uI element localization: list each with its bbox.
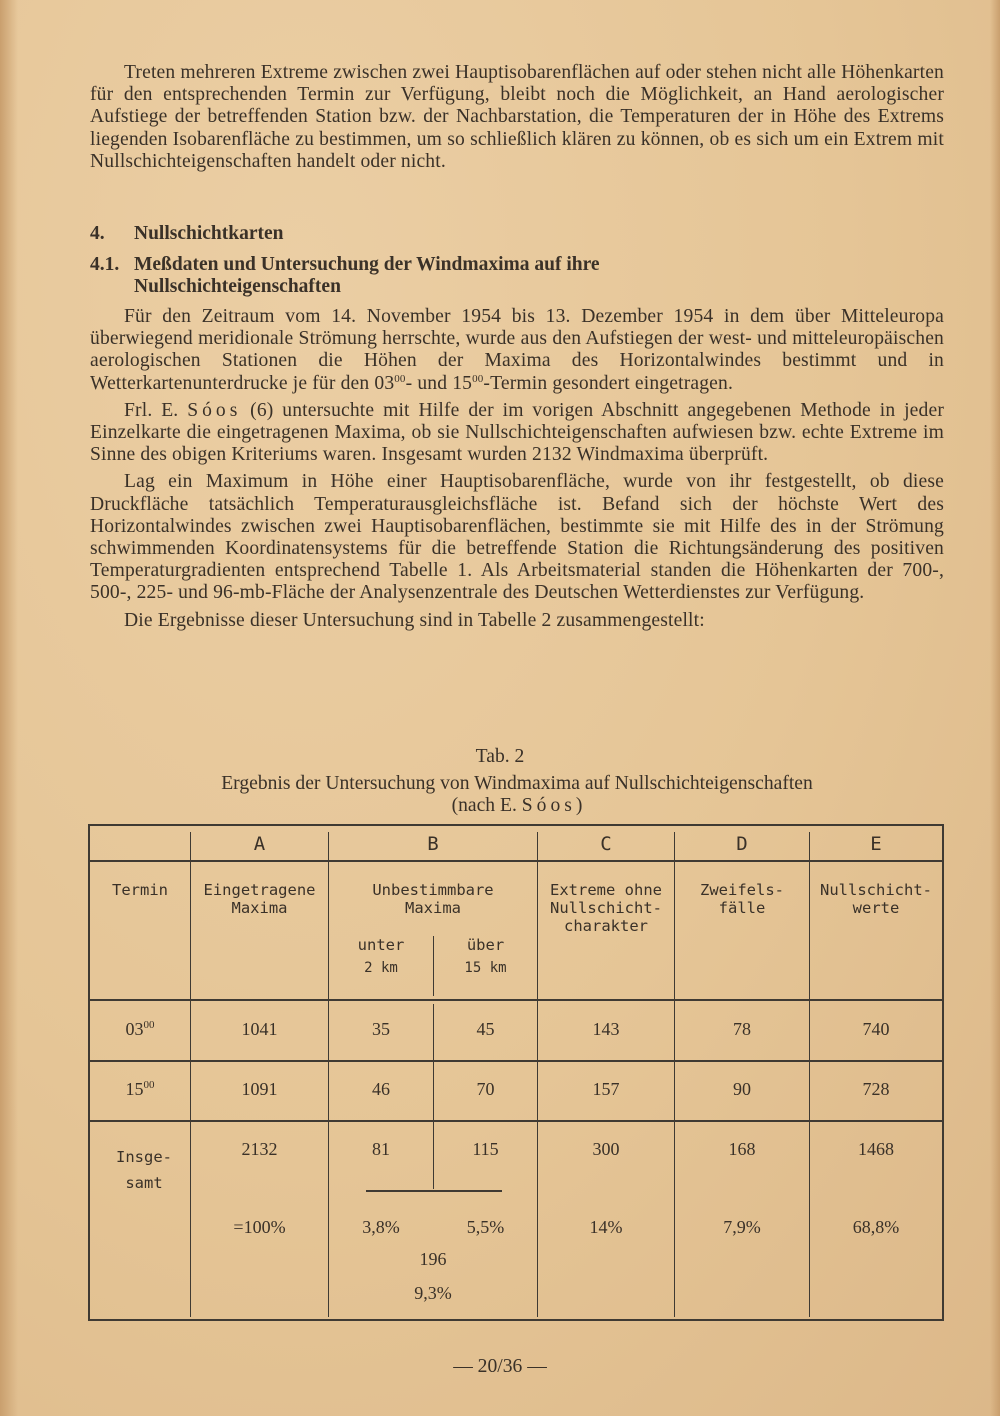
- col-letter-d: D: [736, 833, 748, 855]
- intro-paragraph-block: [90, 62, 944, 173]
- row1-c: 143: [592, 1019, 620, 1039]
- paragraph-1-text-c: -Termin gesondert eingetragen.: [483, 372, 734, 394]
- col-header-b-ueber-km: 15 km: [464, 960, 507, 976]
- heading-4-1: [90, 254, 944, 298]
- row1-a: 1041: [241, 1019, 278, 1039]
- body-paragraphs: [90, 306, 944, 632]
- col-header-termin: Termin: [112, 881, 168, 899]
- table-title-post: ): [575, 795, 583, 816]
- paragraph-1-text-b: - und 15: [405, 372, 473, 394]
- col-letter-a: A: [253, 833, 266, 855]
- row3-c: 300: [592, 1139, 620, 1159]
- row2-b-unter: 46: [372, 1079, 390, 1099]
- heading-4-1-line1: Meßdaten und Untersuchung der Windmaxima auf ihre: [134, 254, 600, 275]
- row4-d: 7,9%: [723, 1217, 761, 1237]
- row2-a: 1091: [241, 1079, 278, 1099]
- heading-4-number: 4.: [90, 223, 105, 244]
- row1-b-unter: 35: [372, 1019, 390, 1039]
- row3-b-unter: 81: [372, 1139, 390, 1159]
- row4-a: =100%: [233, 1217, 286, 1237]
- col-header-e: Nullschicht-werte: [820, 881, 932, 917]
- col-header-a: Eingetragene Maxima: [203, 881, 316, 917]
- paragraph-2-author: Sóos: [187, 399, 242, 421]
- row2-e: 728: [862, 1079, 890, 1099]
- paragraph-1-sup-2: 00: [472, 372, 484, 385]
- table-rule-col-d: [674, 832, 675, 1317]
- table-rule-col-e: [809, 832, 810, 1317]
- heading-4-1-number: 4.1.: [90, 254, 120, 275]
- col-letter-b: B: [427, 833, 439, 855]
- page-edge-right: [990, 0, 1000, 1416]
- paragraph-1: [90, 306, 944, 395]
- row3-b-ueber: 115: [472, 1139, 499, 1159]
- b-combined-total: 196: [419, 1249, 447, 1269]
- table-title-author: Sóos: [521, 795, 576, 816]
- table-title-pre: (nach E.: [451, 795, 522, 816]
- col-letter-c: C: [600, 833, 612, 855]
- row2-termin: [90, 1080, 190, 1098]
- row1-termin: [90, 1020, 190, 1038]
- table-rule-row1: [88, 1060, 944, 1062]
- b-combined-percent: 9,3%: [414, 1283, 452, 1303]
- col-header-b-unter-km: 2 km: [364, 960, 398, 976]
- row3-a: 2132: [241, 1139, 278, 1159]
- paragraph-2-text-a: Frl. E.: [124, 399, 188, 421]
- page-edge-left: [0, 0, 18, 1416]
- table-rule-bottom: [88, 1319, 944, 1321]
- paragraph-2: [90, 400, 944, 467]
- row3-e: 1468: [858, 1139, 894, 1159]
- col-header-b: Unbestimmbare Maxima: [372, 881, 494, 917]
- table-rule-row2: [88, 1120, 944, 1122]
- col-header-b-ueber: über: [466, 936, 505, 954]
- table-rule-right: [942, 824, 944, 1321]
- col-header-d: Zweifels-fälle: [700, 881, 784, 917]
- row4-c: 14%: [589, 1217, 623, 1237]
- table-title-line2: [90, 795, 944, 817]
- row2-termin-minutes: 00: [143, 1079, 155, 1091]
- paragraph-2-text-b: (6) untersuchte mit Hilfe der im vorigen Abschnitt angegebenen Methode in jeder Einzelkarte die eingetragenen Maxima, ob sie Nullschichteigenschaften aufwiesen bzw. echte Extreme im Sinne des obigen Kriteriums waren. Insgesamt wurden 2132 Windmaxima überprüft.: [90, 399, 945, 466]
- table-number: Tab. 2: [475, 746, 525, 767]
- row2-termin-hour: 15: [125, 1079, 144, 1099]
- heading-4: [90, 223, 944, 245]
- table-rule-top: [88, 824, 944, 826]
- row3-d: 168: [728, 1139, 756, 1159]
- paragraph-1-text-a: Für den Zeitraum vom 14. November 1954 bis 13. Dezember 1954 in dem über Mitteleuropa überwiegend meridionale Strömung herrschte, wurde aus den Aufstiegen der west- und mitteleuropäischen aerologischen Stationen die Höhen der Maxima des Horizontalwindes bestimmt und in Wetterkartenunterdrucke je für den 03: [90, 306, 944, 394]
- paragraph-4: Die Ergebnisse dieser Untersuchung sind in Tabelle 2 zusammengestellt:: [124, 609, 705, 631]
- results-table: [88, 824, 944, 1324]
- row1-e: 740: [862, 1019, 890, 1039]
- row2-c: 157: [592, 1079, 620, 1099]
- table-rule-header: [88, 999, 944, 1001]
- row4-b-unter: 3,8%: [362, 1217, 400, 1237]
- page-number: — 20/36 —: [453, 1356, 547, 1377]
- table-rule-col-c: [537, 832, 538, 1317]
- paragraph-1-sup-1: 00: [394, 372, 406, 385]
- paragraph-3: Lag ein Maximum in Höhe einer Hauptisobarenfläche, wurde von ihr festgestellt, ob diese Druckfläche tatsächlich Temperaturausgleichsfläche ist. Befand sich der höchste Wert des Horizontalwindes zwischen zwei Hauptisobarenflächen, bestimmte sie mit Hilfe des in der Strömung schwimmenden Koordinatensystems für die betreffende Station die Richtungsänderung des positiven Temperaturgradienten entsprechend Tabelle 1. Als Arbeitsmaterial standen die Höhenkarten der 700-, 500-, 225- und 96-mb-Fläche der Analysenzentrale des Deutschen Wetterdienstes zur Verfügung.: [90, 471, 944, 604]
- row2-b-ueber: 70: [476, 1079, 495, 1099]
- row4-e: 68,8%: [852, 1217, 900, 1237]
- row3-termin: Insge-samt: [116, 1148, 172, 1192]
- table-rule-letters: [88, 860, 944, 862]
- row1-termin-minutes: 00: [143, 1019, 155, 1031]
- col-header-c: Extreme ohne Nullschicht-charakter: [550, 881, 662, 935]
- col-letter-e: E: [870, 833, 882, 855]
- table-title-line1: Ergebnis der Untersuchung von Windmaxima auf Nullschichteigenschaften: [221, 773, 813, 794]
- row1-b-ueber: 45: [476, 1019, 495, 1039]
- intro-paragraph: Treten mehreren Extreme zwischen zwei Hauptisobarenflächen auf oder stehen nicht alle Höhenkarten für den entsprechenden Termin zur Verfügung, bleibt noch die Möglichkeit, an Hand aerologischer Aufstiege der betreffenden Station bzw. der Nachbarstation, die Temperaturen der in Höhe des Extrems liegenden Isobarenfläche zu bestimmen, um so schließlich klären zu können, ob es sich um ein Extrem mit Nullschichteigenschaften handelt oder nicht.: [90, 62, 944, 172]
- heading-4-title: Nullschichtkarten: [134, 223, 284, 244]
- col-header-b-unter: unter: [357, 936, 405, 954]
- row4-b-ueber: 5,5%: [466, 1217, 505, 1237]
- table-rule-b-sum: [366, 1190, 502, 1192]
- row1-d: 78: [733, 1019, 751, 1039]
- heading-4-1-line2: Nullschichteigenschaften: [134, 276, 341, 297]
- row2-d: 90: [733, 1079, 751, 1099]
- row1-termin-hour: 03: [125, 1019, 144, 1039]
- table-title: [90, 773, 944, 817]
